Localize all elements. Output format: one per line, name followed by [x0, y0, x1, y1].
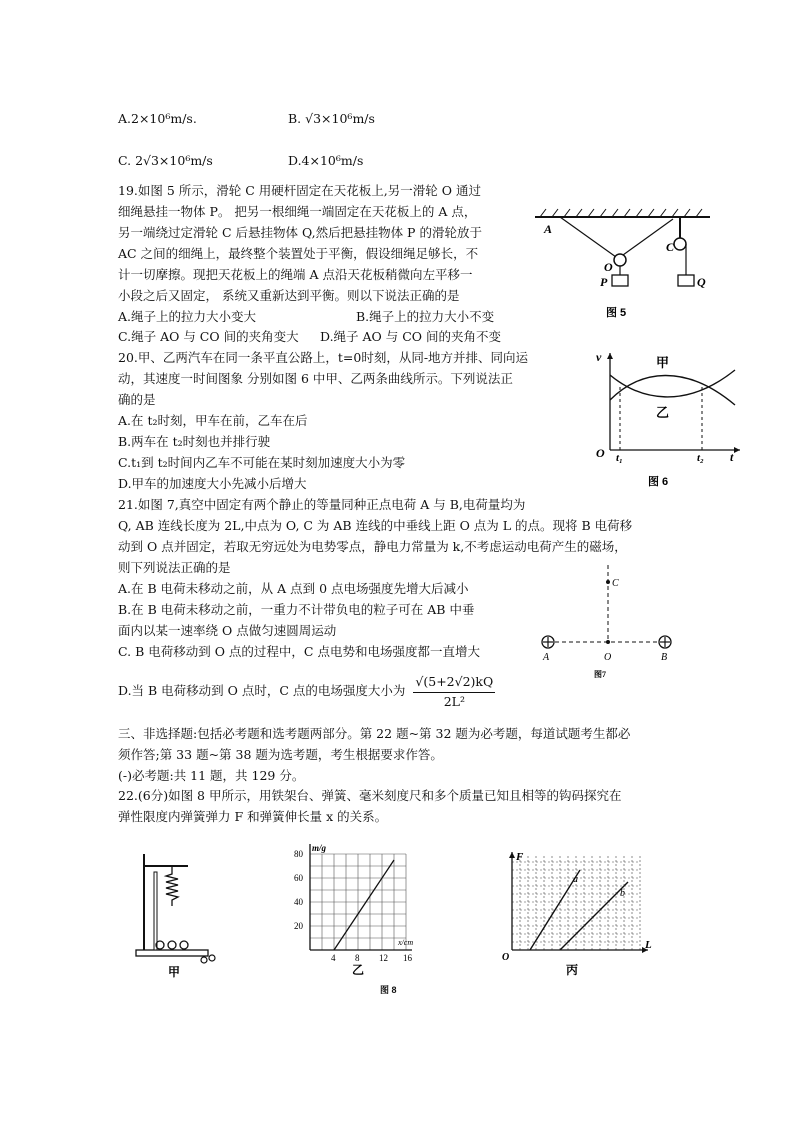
q22-line-2: 弹性限度内弹簧弹力 F 和弹簧伸长量 x 的关系。 — [118, 809, 388, 824]
label-o: O — [604, 260, 613, 274]
curve-jia — [610, 375, 735, 405]
caption-figure-5: 图 5 — [606, 307, 627, 319]
block-p — [612, 275, 628, 286]
yi-ytick-label: 20 — [294, 921, 303, 931]
q19-line: 19.如图 5 所示，滑轮 C 用硬杆固定在天花板上,另一滑轮 O 通过 — [118, 183, 481, 198]
figure-7 — [530, 560, 700, 685]
label-line-a: a — [573, 874, 578, 885]
q21-fraction-denominator: 2L² — [443, 694, 465, 709]
q21-option-d-text: D.当 B 电荷移动到 O 点时，C 点的电场强度大小为 — [118, 683, 406, 698]
q19-line: 小段之后又固定， 系统又重新达到平衡。则以下说法正确的是 — [118, 288, 460, 303]
q21-line: Q, AB 连线长度为 2L,中点为 O, C 为 AB 连线的中垂线上距 O 点为 L 的点。现将 B 电荷移 — [118, 518, 633, 533]
ruler — [154, 872, 157, 950]
q19-option-a: A.绳子上的拉力大小变大 — [118, 309, 257, 324]
q18-option-b: B. √3×10⁶m/s — [288, 111, 375, 126]
yi-xlabel: x/cm — [398, 938, 414, 947]
yi-xtick-label: 12 — [379, 953, 388, 963]
q19-option-d: D.绳子 AO 与 CO 间的夹角不变 — [320, 329, 502, 344]
yi-series-line — [334, 860, 394, 950]
figure-5 — [530, 205, 720, 325]
yi-ylabel: m/g — [312, 843, 327, 853]
q21-option-c: C. B 电荷移动到 O 点的过程中，C 点电势和电场强度都一直增大 — [118, 644, 480, 659]
q19-line: 细绳悬挂一物体 P。 把另一根细绳一端固定在天花板上的 A 点， — [118, 204, 477, 219]
bing-xlabel: L — [645, 939, 652, 951]
q20-option-a: A.在 t₂时刻，甲车在前，乙车在后 — [118, 413, 308, 428]
label-yi: 乙 — [656, 405, 670, 420]
line-b — [560, 882, 628, 950]
stand-base — [136, 950, 208, 956]
caption-figure-6: 图 6 — [648, 476, 669, 488]
q20-option-b: B.两车在 t₂时刻也并排行驶 — [118, 434, 271, 449]
bing-grid — [512, 856, 640, 950]
label-q: Q — [697, 275, 706, 289]
q19-line: AC 之间的细绳上，最终整个装置处于平衡，假设细绳足够长，不 — [118, 246, 479, 261]
q21-option-b: B.在 B 电荷未移动之前，一重力不计带负电的粒子可在 AB 中垂 — [118, 602, 475, 617]
q19-option-b: B.绳子上的拉力大小不变 — [356, 309, 495, 324]
label-a: A — [544, 222, 553, 236]
q20-option-d: D.甲车的加速度大小先减小后增大 — [118, 476, 307, 491]
q18-option-a: A.2×10⁶m/s. — [118, 111, 197, 126]
spring — [166, 866, 178, 906]
label-o: O — [604, 652, 612, 663]
yi-ytick-label: 80 — [294, 849, 303, 859]
yi-ytick-label: 40 — [294, 897, 303, 907]
yi-xtick-label: 4 — [331, 953, 336, 963]
label-o: O — [596, 446, 605, 460]
q19-line: 计一切摩擦。现把天花板上的绳端 A 点沿天花板稍微向左平移一 — [118, 267, 473, 282]
yi-xtick-label: 16 — [403, 953, 412, 963]
label-line-b: b — [620, 888, 625, 899]
part3-line-3: (-)必考题:共 11 题，共 129 分。 — [118, 768, 305, 783]
charge-b — [659, 636, 671, 648]
label-bing: 丙 — [566, 963, 579, 977]
label-t2: t₂ — [697, 452, 704, 464]
q21-option-d — [118, 672, 495, 711]
caption-figure-8: 图 8 — [380, 985, 397, 995]
curve-yi — [610, 370, 735, 397]
label-p: P — [600, 275, 608, 289]
q21-fraction — [413, 672, 495, 711]
figure-8-bing — [500, 848, 660, 978]
yi-grid — [310, 854, 406, 950]
caption-figure-7: 图7 — [594, 670, 606, 679]
q20-line: 确的是 — [118, 392, 156, 407]
point-o — [606, 640, 610, 644]
label-c: C — [612, 578, 619, 589]
q21-option-a: A.在 B 电荷未移动之前，从 A 点到 0 点电场强度先增大后减小 — [118, 581, 469, 596]
pulley-o — [614, 254, 626, 266]
point-c — [606, 580, 610, 584]
label-jia: 甲 — [656, 355, 670, 370]
label-t: t — [730, 450, 734, 464]
label-c: C — [666, 240, 675, 254]
q21-option-b-cont: 面内以某一速率绕 O 点做匀速圆周运动 — [118, 623, 337, 638]
yi-xtick-label: 8 — [355, 953, 360, 963]
q21-line: 则下列说法正确的是 — [118, 560, 231, 575]
part3-line-2: 须作答;第 33 题~第 38 题为选考题，考生根据要求作答。 — [118, 747, 443, 762]
q20-line: 动，其速度一时间图象 分别如图 6 中甲、乙两条曲线所示。下列说法正 — [118, 371, 513, 386]
q19-line: 另一端绕过定滑轮 C 后悬挂物体 Q,然后把悬挂物体 P 的滑轮放于 — [118, 225, 482, 240]
q22-line-1: 22.(6分)如图 8 甲所示，用铁架台、弹簧、毫米刻度尺和多个质量已知且相等的钩码探究在 — [118, 788, 622, 803]
figure-6 — [590, 345, 750, 495]
label-a: A — [543, 652, 550, 663]
q18-option-c: C. 2√3×10⁶m/s — [118, 153, 213, 168]
q18-option-d: D.4×10⁶m/s — [288, 153, 364, 168]
q20-option-c: C.t₁到 t₂时间内乙车不可能在某时刻加速度大小为零 — [118, 455, 406, 470]
label-jia: 甲 — [168, 965, 181, 978]
q20-line: 20.甲、乙两汽车在同一条平直公路上，t=0时刻，从同-地方并排、同向运 — [118, 350, 529, 365]
label-v: v — [596, 350, 602, 364]
pulley-c — [674, 238, 686, 250]
bing-origin: O — [502, 952, 510, 963]
q21-fraction-numerator: √(5+2√2)kQ — [413, 672, 495, 693]
label-t1: t₁ — [616, 452, 623, 464]
label-yi: 乙 — [352, 963, 365, 977]
figure-8-yi-chart — [290, 840, 420, 980]
q21-line: 动到 O 点并固定，若取无穷远处为电势零点，静电力常量为 k,不考虑运动电荷产生的磁场， — [118, 539, 627, 554]
q21-line: 21.如图 7,真空中固定有两个静止的等量同种正点电荷 A 与 B,电荷量均为 — [118, 497, 526, 512]
bing-ylabel: F — [516, 851, 524, 863]
label-b: B — [661, 652, 668, 663]
figure-8-jia — [128, 848, 228, 978]
block-q — [678, 275, 694, 286]
yi-axes — [310, 844, 412, 950]
rope-ao — [560, 217, 616, 257]
part3-line-1: 三、非选择题:包括必考题和选考题两部分。第 22 题~第 32 题为必考题，每道试题考生都必 — [118, 726, 631, 741]
yi-ytick-label: 60 — [294, 873, 303, 883]
charge-a — [542, 636, 554, 648]
q19-option-c: C.绳子 AO 与 CO 间的夹角变大 — [118, 329, 299, 344]
